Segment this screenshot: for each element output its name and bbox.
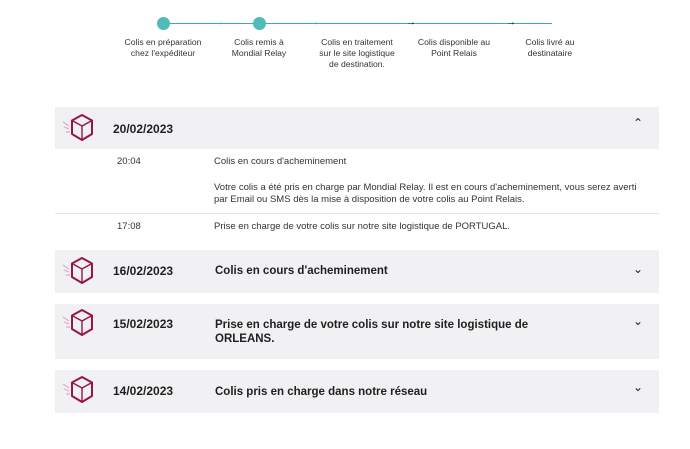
event-detail-title: Prise en charge de votre colis sur notre site logistique de PORTUGAL. <box>214 221 511 232</box>
shipment-progress-tracker <box>124 12 575 102</box>
arrow-right-icon: → <box>214 17 224 28</box>
event-header-20-02-2023[interactable] <box>55 107 659 149</box>
event-header-15-02-2023[interactable] <box>55 304 659 359</box>
package-icon <box>61 113 95 143</box>
step-complete-dot <box>157 17 170 30</box>
chevron-down-icon[interactable]: ⌄ <box>632 380 643 394</box>
event-header-16-02-2023[interactable] <box>55 250 659 293</box>
chevron-down-icon[interactable]: ⌄ <box>632 262 643 276</box>
event-time: 20:04 <box>117 156 141 167</box>
event-detail-text: Votre colis a été pris en charge par Mondial Relay. Il est en cours d'acheminement, vous serez averti par Email ou SMS dès la mise à disposition de votre colis au Point Relais. <box>214 182 637 205</box>
progress-step-2 <box>214 12 304 59</box>
event-header-14-02-2023[interactable] <box>55 370 659 413</box>
package-icon <box>61 375 95 405</box>
event-title: Colis en cours d'acheminement <box>215 265 388 277</box>
event-date: 14/02/2023 <box>113 384 174 398</box>
progress-step-5 <box>505 12 595 59</box>
event-date: 16/02/2023 <box>113 264 174 278</box>
arrow-right-icon: → <box>406 17 416 28</box>
event-detail-title: Colis en cours d'acheminement <box>214 156 347 167</box>
chevron-down-icon[interactable]: ⌄ <box>632 314 643 328</box>
event-date: 15/02/2023 <box>113 317 174 331</box>
progress-step-4 <box>409 12 499 59</box>
step-label: Colis disponible au Point Relais <box>417 37 491 58</box>
step-label: Colis livré au destinataire <box>525 37 575 58</box>
arrow-right-icon: → <box>506 17 516 28</box>
event-time: 17:08 <box>117 221 141 232</box>
divider <box>55 213 659 214</box>
step-complete-dot <box>253 17 266 30</box>
step-label: Colis en traitement sur le site logistique de destination. <box>319 37 395 69</box>
step-label: Colis en préparation chez l'expéditeur <box>124 37 202 58</box>
event-title: Prise en charge de votre colis sur notre site logistique de ORLEANS. <box>215 319 529 345</box>
package-icon <box>61 256 95 286</box>
progress-step-3 <box>312 12 402 70</box>
arrow-right-icon: → <box>309 17 319 28</box>
event-title: Colis pris en charge dans notre réseau <box>215 386 428 398</box>
progress-step-1 <box>118 12 208 59</box>
event-details <box>55 149 659 237</box>
event-date: 20/02/2023 <box>113 122 174 136</box>
step-label: Colis remis à Mondial Relay <box>231 37 287 58</box>
chevron-up-icon[interactable]: ⌃ <box>632 116 643 130</box>
package-icon <box>61 308 95 338</box>
